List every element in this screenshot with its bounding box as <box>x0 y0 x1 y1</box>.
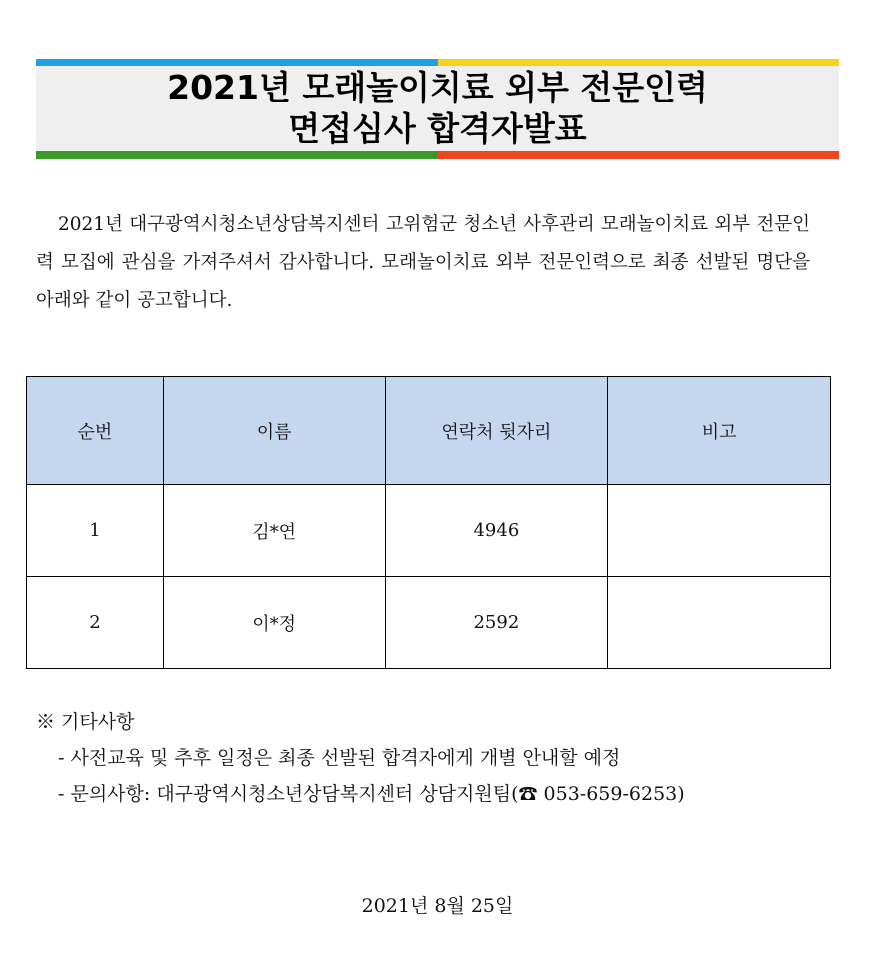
intro-paragraph: 2021년 대구광역시청소년상담복지센터 고위험군 청소년 사후관리 모래놀이치료 외부 전문인력 모집에 관심을 가져주셔서 감사합니다. 모래놀이치료 외부 전문인력으로 최종 선발된 명단을 아래와 같이 공고합니다. <box>36 214 810 311</box>
stripe-red <box>438 151 840 159</box>
note-item: - 문의사항: 대구광역시청소년상담복지센터 상담지원팀(☎ 053-659-6253) <box>58 783 685 805</box>
banner-bottom-stripe <box>36 151 839 159</box>
stripe-yellow <box>438 59 840 66</box>
table-row <box>27 577 831 669</box>
header-name: 이름 <box>163 377 385 485</box>
cell-name: 김*연 <box>163 485 385 577</box>
cell-contact: 2592 <box>385 577 608 669</box>
cell-name: 이*정 <box>163 577 385 669</box>
table-header-row <box>27 377 831 485</box>
cell-remarks <box>608 485 831 577</box>
announcement-date: 2021년 8월 25일 <box>361 895 514 917</box>
stripe-blue <box>36 59 438 66</box>
title-banner <box>36 59 839 159</box>
notes-heading: ※ 기타사항 <box>36 711 135 733</box>
stripe-green <box>36 151 438 159</box>
note-item: - 사전교육 및 추후 일정은 최종 선발된 합격자에게 개별 안내할 예정 <box>58 747 621 769</box>
notes-section <box>36 704 836 812</box>
cell-number: 2 <box>27 577 164 669</box>
banner-top-stripe <box>36 59 839 66</box>
header-contact: 연락처 뒷자리 <box>385 377 608 485</box>
title-line-2: 면접심사 합격자발표 <box>288 109 587 148</box>
header-remarks: 비고 <box>608 377 831 485</box>
cell-remarks <box>608 577 831 669</box>
cell-contact: 4946 <box>385 485 608 577</box>
header-number: 순번 <box>27 377 164 485</box>
table-row <box>27 485 831 577</box>
cell-number: 1 <box>27 485 164 577</box>
result-table <box>26 376 831 669</box>
page-title <box>36 67 839 149</box>
title-line-1: 2021년 모래놀이치료 외부 전문인력 <box>167 68 708 107</box>
